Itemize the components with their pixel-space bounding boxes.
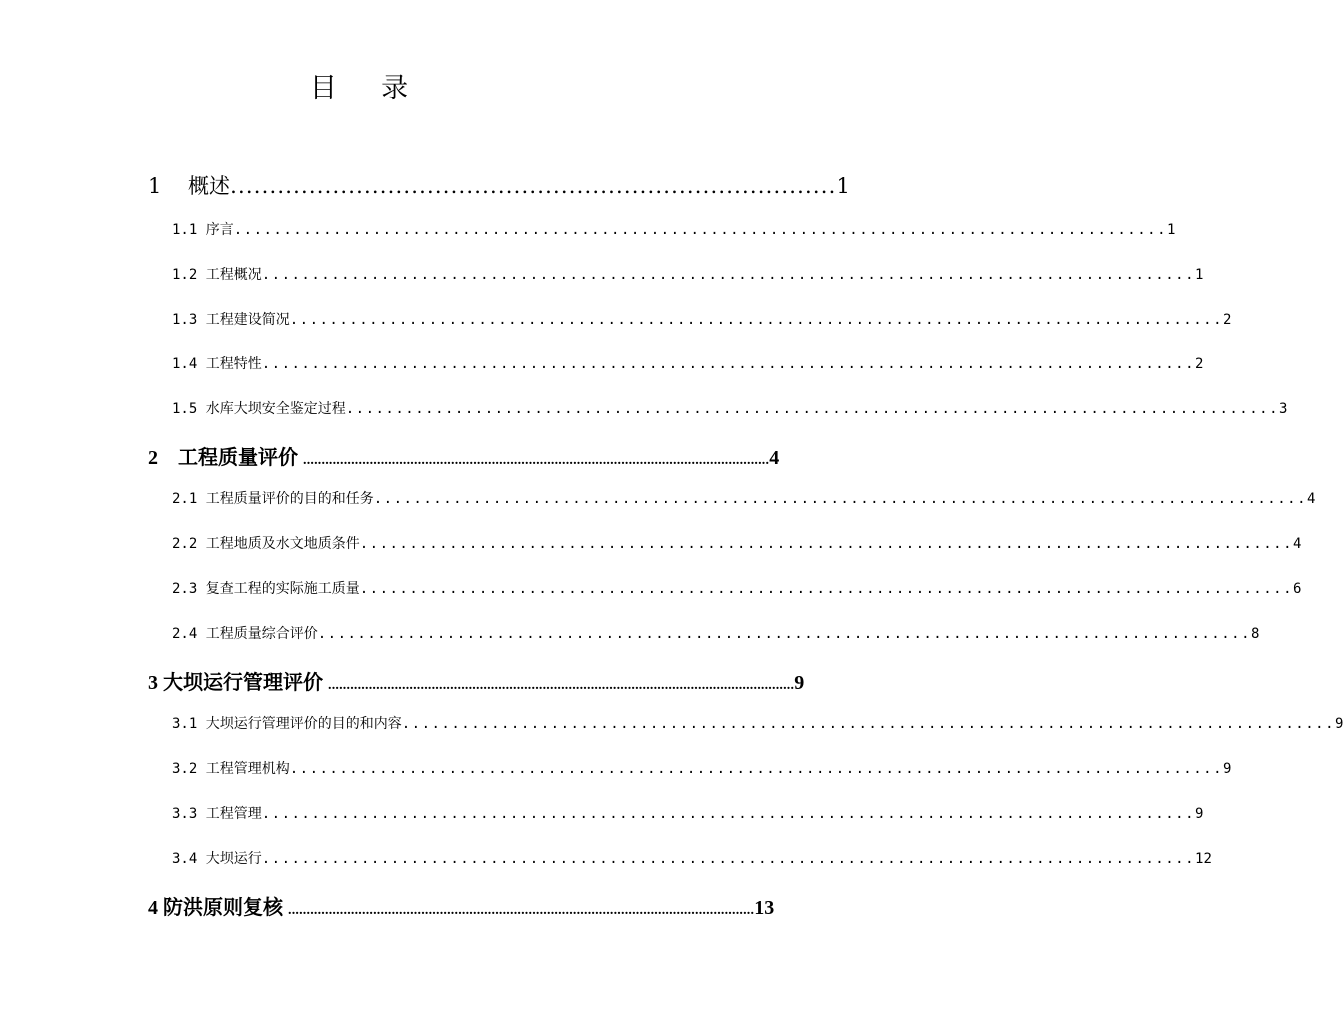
toc-entry-1-5[interactable]: [172, 398, 1288, 418]
toc-entry-page: 9: [1223, 761, 1232, 777]
toc-entry-page: 3: [1279, 401, 1288, 417]
toc-entry-page: 12: [1195, 851, 1212, 867]
toc-entry-label: 2.2 工程地质及水文地质条件: [172, 536, 360, 552]
toc-entry-page: 9: [794, 672, 805, 694]
toc-entry-3-4[interactable]: [172, 848, 1212, 868]
toc-entry-2-3[interactable]: [172, 578, 1302, 598]
leader-dots: ..............................................................................................: [261, 356, 1196, 372]
toc-entry-page: 4: [1307, 491, 1316, 507]
toc-entry-1-2[interactable]: [172, 264, 1204, 284]
leader-dots: ..............................................................................................................................: [303, 453, 770, 468]
toc-entry-page: 2: [1223, 312, 1232, 328]
leader-dots: ..............................................................................................: [401, 716, 1336, 732]
toc-entry-label: 2 工程质量评价: [148, 447, 303, 469]
leader-dots: ..............................................................................................: [359, 536, 1294, 552]
leader-dots: ..............................................................................................: [359, 581, 1294, 597]
toc-entry-label: 1.5 水库大坝安全鉴定过程: [172, 401, 346, 417]
leader-dots: ..............................................................................................: [261, 267, 1196, 283]
toc-entry-label: 1.2 工程概况: [172, 267, 262, 283]
toc-entry-label: 3.4 大坝运行: [172, 851, 262, 867]
toc-entry-page: 9: [1335, 716, 1343, 732]
toc-entry-3-3[interactable]: [172, 803, 1204, 823]
toc-entry-label: 1.1 序言: [172, 222, 234, 238]
toc-entry-3-1[interactable]: [172, 713, 1343, 733]
toc-entry-2-4[interactable]: [172, 623, 1260, 643]
toc-entry-4[interactable]: [148, 891, 775, 920]
toc-entry-label: 2.3 复查工程的实际施工质量: [172, 581, 360, 597]
toc-entry-page: 13: [754, 897, 775, 919]
leader-dots: ..............................................................................................: [261, 806, 1196, 822]
leader-dots: ..............................................................................................: [233, 222, 1168, 238]
toc-entry-label: 3.2 工程管理机构: [172, 761, 290, 777]
toc-entry-page: 4: [769, 447, 780, 469]
toc-entry-1-4[interactable]: [172, 353, 1204, 373]
leader-dots: .............................................................................: [230, 174, 837, 198]
toc-entry-page: 6: [1293, 581, 1302, 597]
toc-entry-page: 2: [1195, 356, 1204, 372]
leader-dots: ..............................................................................................: [345, 401, 1280, 417]
toc-entry-2-1[interactable]: [172, 488, 1316, 508]
toc-entry-label: 2.1 工程质量评价的目的和任务: [172, 491, 374, 507]
leader-dots: ..............................................................................................: [261, 851, 1196, 867]
toc-entry-label: 1.4 工程特性: [172, 356, 262, 372]
leader-dots: ..............................................................................................: [289, 312, 1224, 328]
toc-entry-label: 1 概述: [148, 174, 231, 198]
toc-entry-label: 1.3 工程建设简况: [172, 312, 290, 328]
toc-entry-1-1[interactable]: [172, 219, 1176, 239]
toc-entry-page: 1: [836, 174, 850, 198]
toc-entry-label: 4 防洪原则复核: [148, 897, 288, 919]
leader-dots: ..............................................................................................: [317, 626, 1252, 642]
toc-entry-page: 8: [1251, 626, 1260, 642]
leader-dots: ..............................................................................................: [373, 491, 1308, 507]
leader-dots: ..............................................................................................................................: [288, 903, 755, 918]
toc-entry-1[interactable]: [148, 170, 850, 200]
toc-entry-label: 3.3 工程管理: [172, 806, 262, 822]
toc-entry-1-3[interactable]: [172, 309, 1232, 329]
toc-entry-page: 1: [1167, 222, 1176, 238]
toc-entry-3[interactable]: [148, 666, 805, 695]
toc-entry-2-2[interactable]: [172, 533, 1302, 553]
page-title: 目 录: [309, 73, 411, 104]
toc-entry-2[interactable]: [148, 441, 780, 470]
toc-entry-label: 2.4 工程质量综合评价: [172, 626, 318, 642]
toc-entry-page: 1: [1195, 267, 1204, 283]
leader-dots: ..............................................................................................................................: [328, 678, 795, 693]
toc-entry-page: 9: [1195, 806, 1204, 822]
toc-entry-page: 4: [1293, 536, 1302, 552]
leader-dots: ..............................................................................................: [289, 761, 1224, 777]
toc-entry-label: 3.1 大坝运行管理评价的目的和内容: [172, 716, 402, 732]
toc-entry-label: 3 大坝运行管理评价: [148, 672, 328, 694]
toc-entry-3-2[interactable]: [172, 758, 1232, 778]
